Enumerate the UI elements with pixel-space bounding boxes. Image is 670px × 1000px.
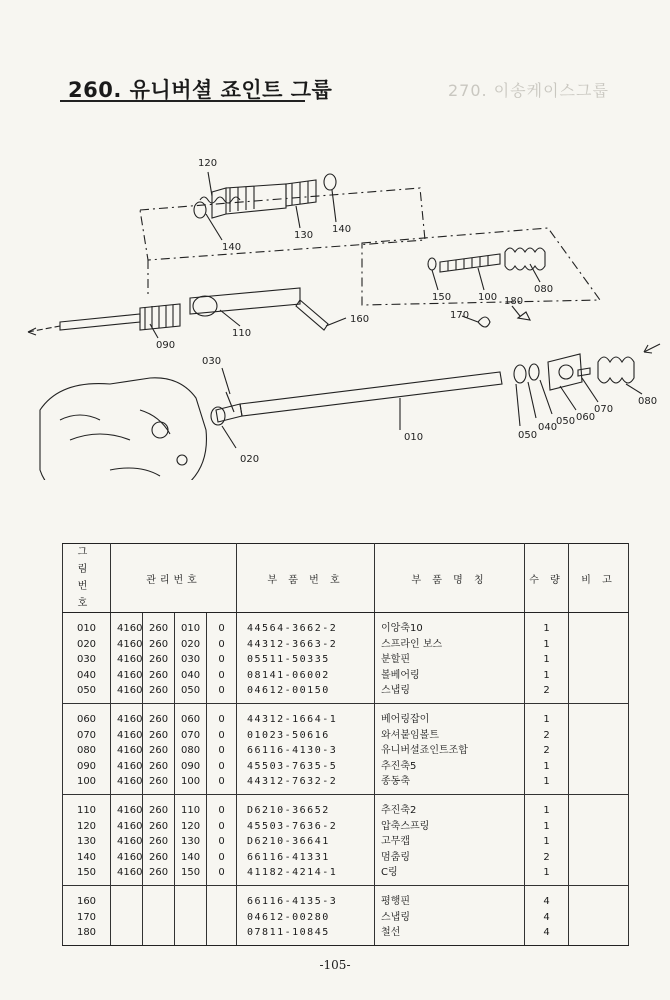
header-ref-no: 그 림 번 호 (63, 544, 111, 613)
table-cell: 4160 (117, 760, 143, 772)
table-cell: 4160 (117, 714, 143, 726)
table-cell: 010 (76, 623, 97, 634)
table-cell: 1 (543, 638, 550, 650)
table-cell: 1 (543, 805, 550, 817)
table-cell: 66116-4130-3 (247, 745, 338, 757)
cell-m1 (111, 613, 143, 704)
table-cell: 080 (181, 745, 201, 757)
table-cell: 45503-7636-2 (247, 820, 338, 832)
table-cell: 04612-00150 (247, 685, 330, 696)
cell-ref (63, 886, 111, 946)
table-cell: 260 (149, 760, 169, 772)
cell-m2 (143, 795, 175, 886)
cell-qty (525, 613, 569, 704)
table-cell: 0 (218, 760, 225, 772)
table-cell: 260 (149, 820, 169, 832)
table-cell: 120 (76, 820, 97, 832)
page-title: 260. 유니버셜 죠인트 그룹 (68, 78, 333, 102)
table-cell: 260 (149, 638, 169, 650)
table-cell: 020 (76, 638, 97, 650)
table-cell: 140 (76, 851, 97, 863)
table-cell: 4160 (117, 638, 143, 650)
cell-m4 (207, 795, 237, 886)
table-cell: 080 (76, 745, 97, 757)
table-cell: 1 (543, 760, 550, 772)
cell-m1 (111, 886, 143, 946)
callout-060: 060 (576, 412, 596, 423)
header-part-number: 부 품 번 호 (237, 544, 375, 613)
cell-m2 (143, 704, 175, 795)
cell-part (237, 886, 375, 946)
table-cell: 150 (181, 867, 201, 879)
table-cell: 4 (543, 911, 550, 923)
callout-020: 020 (240, 454, 260, 465)
cell-ref (63, 704, 111, 795)
table-cell: 0 (218, 685, 225, 696)
table-cell: 260 (149, 867, 169, 879)
table-cell: 260 (149, 623, 169, 634)
table-cell (181, 910, 203, 926)
table-cell: 120 (181, 820, 201, 832)
table-cell: 1 (543, 669, 550, 681)
table-cell: 45503-7635-5 (247, 760, 338, 772)
table-cell: 철선 (381, 927, 401, 939)
table-cell: 040 (76, 669, 97, 681)
table-cell: 4160 (117, 745, 143, 757)
table-cell: 4160 (117, 776, 143, 788)
table-cell: 4160 (117, 685, 143, 696)
cell-m3 (175, 704, 207, 795)
table-cell: 4 (543, 927, 550, 939)
header-part-name: 부 품 명 칭 (375, 544, 525, 613)
table-cell: 110 (76, 805, 97, 817)
table-cell: 010 (181, 623, 201, 634)
table-cell: 4160 (117, 623, 143, 634)
callout-160: 160 (350, 314, 370, 325)
table-cell: 070 (181, 729, 201, 741)
table-cell: 0 (218, 820, 225, 832)
table-cell: 66116-41331 (247, 851, 330, 863)
table-cell: 150 (76, 867, 97, 879)
table-cell: 260 (149, 654, 169, 665)
table-cell: 100 (181, 776, 201, 788)
table-cell (149, 910, 171, 926)
cell-m1 (111, 795, 143, 886)
table-cell (117, 910, 139, 926)
table-cell: 스냅링 (381, 911, 410, 923)
callout-070: 070 (594, 404, 614, 415)
table-cell: 070 (76, 729, 97, 741)
table-cell: 0 (218, 867, 225, 879)
callout-050-right: 050 (556, 416, 576, 427)
cell-ref (63, 613, 111, 704)
table-row-group (63, 613, 629, 704)
table-cell: 와셔붙임볼트 (381, 729, 439, 741)
table-cell: 1 (543, 654, 550, 665)
table-cell: 260 (149, 805, 169, 817)
table-cell: 고무캡 (381, 836, 410, 848)
cell-m4 (207, 613, 237, 704)
table-cell: 050 (181, 685, 201, 696)
table-cell: 260 (149, 851, 169, 863)
table-cell: 030 (181, 654, 201, 665)
table-cell: 04612-00280 (247, 911, 330, 923)
callout-150: 150 (432, 292, 452, 303)
cell-m3 (175, 795, 207, 886)
callout-110: 110 (232, 328, 252, 339)
table-cell: 040 (181, 669, 201, 681)
table-cell: 0 (218, 623, 225, 634)
table-cell: 베어링잡이 (381, 714, 430, 726)
table-cell (149, 894, 171, 910)
callout-030: 030 (202, 356, 222, 367)
table-cell: 압축스프링 (381, 820, 430, 832)
table-cell: 0 (218, 776, 225, 788)
table-cell: 추진축5 (381, 760, 417, 772)
cell-m4 (207, 886, 237, 946)
table-cell: 0 (218, 805, 225, 817)
table-cell: 170 (76, 911, 97, 923)
table-row-group (63, 886, 629, 946)
table-cell: 추진축2 (381, 805, 417, 817)
table-cell: 260 (149, 685, 169, 696)
table-cell: 020 (181, 638, 201, 650)
table-cell: C링 (381, 867, 398, 879)
cell-part (237, 613, 375, 704)
cell-name (375, 613, 525, 704)
table-cell: 060 (181, 714, 201, 726)
table-cell: 1 (543, 623, 550, 634)
table-cell: 44312-1664-1 (247, 714, 338, 726)
callout-010: 010 (404, 432, 424, 443)
table-cell: 4160 (117, 669, 143, 681)
callout-050-left: 050 (518, 430, 538, 441)
table-cell: 멈춤링 (381, 851, 410, 863)
table-cell: 4160 (117, 836, 143, 848)
cell-remarks (569, 613, 629, 704)
callout-080-upper: 080 (534, 284, 554, 295)
table-cell: 130 (76, 836, 97, 848)
title-underline (60, 100, 305, 102)
exploded-parts-diagram (0, 140, 670, 480)
cell-part (237, 704, 375, 795)
table-cell: D6210-36652 (247, 805, 330, 817)
table-cell: 4160 (117, 805, 143, 817)
header-remarks: 비 고 (569, 544, 629, 613)
table-cell: 1 (543, 776, 550, 788)
table-cell: 4160 (117, 654, 143, 665)
table-cell: 08141-06002 (247, 669, 330, 681)
table-cell: 4 (543, 896, 550, 908)
callout-180: 180 (504, 296, 524, 307)
table-cell: 07811-10845 (247, 927, 330, 939)
cell-qty (525, 795, 569, 886)
table-cell: 0 (218, 745, 225, 757)
table-cell: 2 (543, 729, 550, 741)
table-cell: 0 (218, 714, 225, 726)
table-cell: 260 (149, 745, 169, 757)
cell-name (375, 795, 525, 886)
table-cell: 이앙축10 (381, 623, 423, 634)
table-cell: 2 (543, 685, 550, 696)
table-cell: 100 (76, 776, 97, 788)
table-cell: 66116-4135-3 (247, 896, 338, 908)
cell-qty (525, 886, 569, 946)
cell-qty (525, 704, 569, 795)
cell-m3 (175, 886, 207, 946)
table-cell (181, 925, 203, 941)
table-cell: 260 (149, 669, 169, 681)
callout-090: 090 (156, 340, 176, 351)
callout-170: 170 (450, 310, 470, 321)
table-cell (210, 894, 233, 910)
cell-m4 (207, 704, 237, 795)
table-cell: 볼베어링 (381, 669, 420, 681)
table-cell: 1 (543, 836, 550, 848)
table-cell: 110 (181, 805, 201, 817)
table-cell: 유니버셜죠인트조합 (381, 745, 468, 757)
cell-remarks (569, 704, 629, 795)
table-cell: 030 (76, 654, 97, 665)
callout-140-left: 140 (222, 242, 242, 253)
table-cell: 180 (76, 927, 97, 939)
cell-part (237, 795, 375, 886)
callout-120: 120 (198, 158, 218, 169)
table-cell: 종동축 (381, 776, 410, 788)
parts-table (62, 543, 629, 946)
table-cell (149, 925, 171, 941)
callout-140-right: 140 (332, 224, 352, 235)
table-cell: 44312-7632-2 (247, 776, 338, 788)
table-cell: 05511-50335 (247, 654, 330, 665)
callout-130: 130 (294, 230, 314, 241)
callout-080-lower: 080 (638, 396, 658, 407)
table-cell: 130 (181, 836, 201, 848)
table-cell (210, 910, 233, 926)
table-cell: 260 (149, 776, 169, 788)
table-cell: 260 (149, 714, 169, 726)
cell-remarks (569, 886, 629, 946)
table-cell: 0 (218, 729, 225, 741)
table-cell: 스냅링 (381, 685, 410, 696)
cell-ref (63, 795, 111, 886)
table-cell: 090 (181, 760, 201, 772)
table-cell: 4160 (117, 729, 143, 741)
table-cell (117, 925, 139, 941)
cell-name (375, 886, 525, 946)
table-cell: 분할핀 (381, 654, 410, 665)
table-cell: 140 (181, 851, 201, 863)
table-cell: 41182-4214-1 (247, 867, 338, 879)
table-cell: 1 (543, 867, 550, 879)
table-cell: 평행핀 (381, 896, 410, 908)
table-cell: 4160 (117, 820, 143, 832)
table-cell: 260 (149, 836, 169, 848)
table-cell: 260 (149, 729, 169, 741)
table-cell: 01023-50616 (247, 729, 330, 741)
table-cell: 0 (218, 638, 225, 650)
page-number: -105- (319, 958, 351, 972)
table-cell: 2 (543, 745, 550, 757)
bleed-through-header: 270. 이송케이스그룹 (448, 81, 609, 100)
table-cell: 0 (218, 851, 225, 863)
table-cell (210, 925, 233, 941)
table-cell: D6210-36641 (247, 836, 330, 848)
table-cell: 160 (76, 896, 97, 908)
cell-name (375, 704, 525, 795)
table-cell: 4160 (117, 851, 143, 863)
table-cell: 0 (218, 836, 225, 848)
cell-m3 (175, 613, 207, 704)
table-cell: 2 (543, 851, 550, 863)
header-quantity: 수 량 (525, 544, 569, 613)
table-cell: 090 (76, 760, 97, 772)
table-row-group (63, 704, 629, 795)
table-cell: 1 (543, 714, 550, 726)
table-cell: 0 (218, 654, 225, 665)
cell-remarks (569, 795, 629, 886)
table-cell: 060 (76, 714, 97, 726)
table-cell: 050 (76, 685, 97, 696)
table-cell (181, 894, 203, 910)
table-cell: 44312-3663-2 (247, 638, 338, 650)
table-cell: 스프라인 보스 (381, 638, 443, 650)
table-row-group (63, 795, 629, 886)
table-cell: 1 (543, 820, 550, 832)
cell-m2 (143, 886, 175, 946)
callout-100: 100 (478, 292, 498, 303)
callout-040: 040 (538, 422, 558, 433)
cell-m1 (111, 704, 143, 795)
table-cell (117, 894, 139, 910)
table-cell: 44564-3662-2 (247, 623, 338, 634)
table-cell: 0 (218, 669, 225, 681)
cell-m2 (143, 613, 175, 704)
table-cell: 4160 (117, 867, 143, 879)
header-management-no: 관리번호 (111, 544, 237, 613)
